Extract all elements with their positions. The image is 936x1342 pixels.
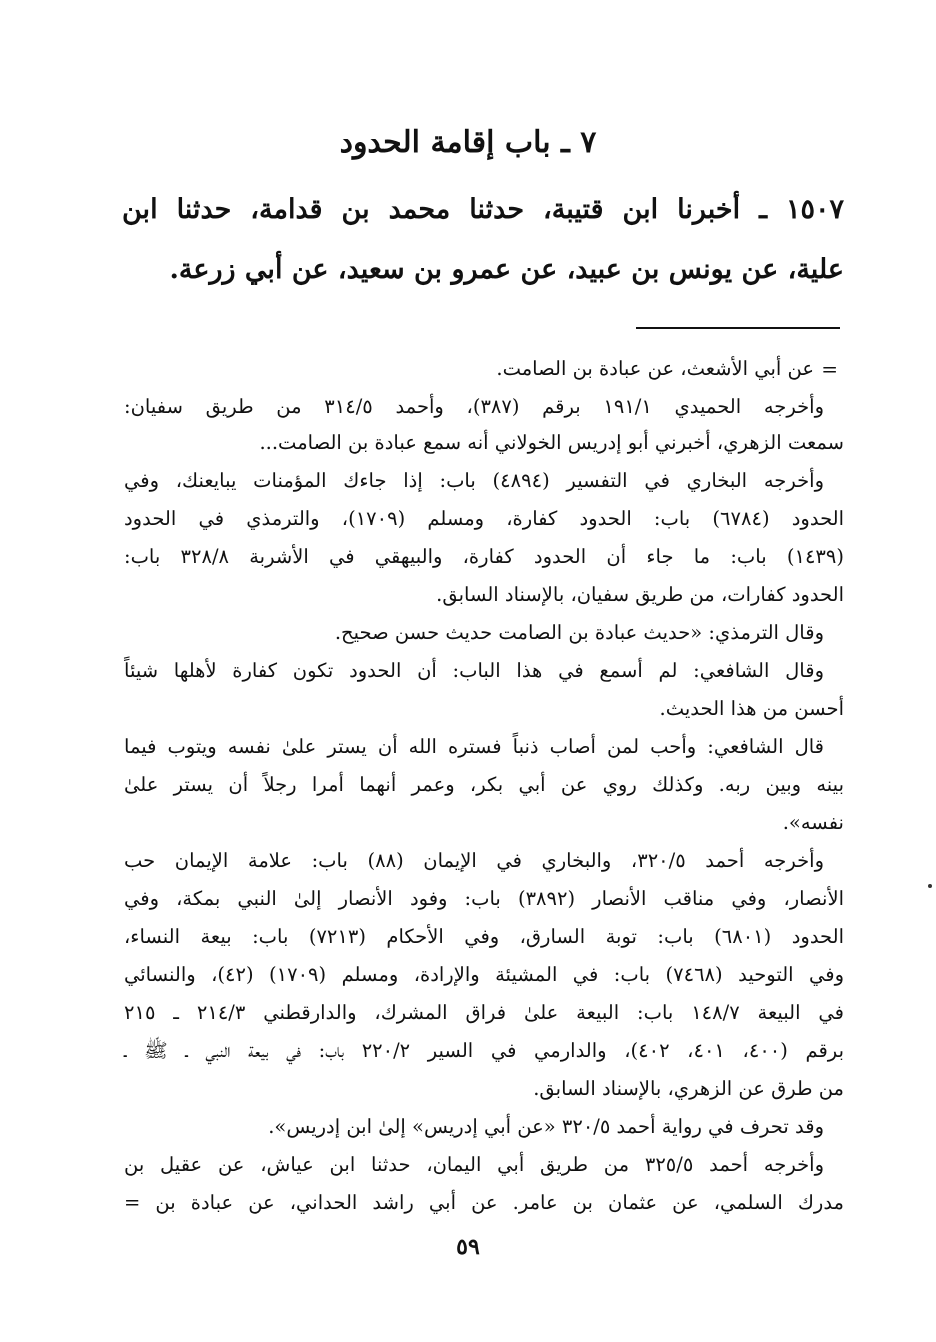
- footnote-line: وأخرجه أحمد ٣٢٥/٥ من طريق أبي اليمان، حدثنا ابن عياش، عن عقيل بن: [124, 1153, 824, 1176]
- footnote-line: بينه وبين ربه. وكذلك روي عن أبي بكر، وعمر أنهما أمرا رجلاً أن يستر علىٰ: [124, 773, 844, 796]
- footnote-line: (١٤٣٩) باب: ما جاء أن الحدود كفارة، والبيهقي في الأشربة ٣٢٨/٨ باب:: [124, 545, 844, 568]
- footnote-line: وقال الشافعي: لم أسمع في هذا الباب: أن الحدود تكون كفارة لأهلها شيئاً: [124, 659, 824, 682]
- footnote-line: عن أبي الأشعث، عن عبادة بن الصامت.: [496, 357, 814, 380]
- footnote-line: قال الشافعي: وأحب لمن أصاب ذنباً فستره الله أن يستر علىٰ نفسه ويتوب فيما: [124, 735, 824, 758]
- footnote-line: الحدود (٦٧٨٤) باب: الحدود كفارة، ومسلم (١٧٠٩)، والترمذي في الحدود: [124, 507, 845, 530]
- hadith-text-line: علية، عن يونس بن عبيد، عن عمرو بن سعيد، عن أبي زرعة.: [169, 254, 844, 285]
- footnote-continuation-mark: =: [821, 357, 838, 381]
- scan-speck: [928, 884, 932, 888]
- footnote-line: وقال الترمذي: «حديث عبادة بن الصامت حديث حسن صحيح.: [334, 621, 824, 644]
- chapter-title: ٧ ـ باب إقامة الحدود: [339, 125, 597, 160]
- footnote-line: وأخرجه أحمد ٣٢٠/٥، والبخاري في الإيمان (٨٨) باب: علامة الإيمان حب: [124, 849, 825, 872]
- footnote-line: وفي التوحيد (٧٤٦٨) باب: في المشيئة والإرادة، ومسلم (١٧٠٩) (٤٢)، والنسائي: [124, 963, 844, 986]
- hadith-text-line: ١٥٠٧ ـ أخبرنا ابن قتيبة، حدثنا محمد بن قدامة، حدثنا ابن: [122, 194, 844, 225]
- footnote-line: نفسه».: [782, 811, 844, 834]
- footnote-line: وقد تحرف في رواية أحمد ٣٢٠/٥ «عن أبي إدريس» إلىٰ ابن إدريس».: [268, 1115, 824, 1138]
- footnote-separator: [636, 327, 840, 329]
- footnote-line: وأخرجه الحميدي ١٩١/١ برقم (٣٨٧)، وأحمد ٣١٤/٥ من طريق سفيان:: [124, 395, 824, 418]
- footnote-line: من طرق عن الزهري، بالإسناد السابق.: [533, 1077, 844, 1100]
- footnote-line: سمعت الزهري، أخبرني أبو إدريس الخولاني أنه سمع عبادة بن الصامت...: [259, 431, 844, 454]
- footnote-line: الحدود (٦٨٠١) باب: توبة السارق، وفي الأحكام (٧٢١٣) باب: بيعة النساء،: [124, 925, 844, 948]
- footnote-line: أحسن من هذا الحديث.: [659, 697, 844, 720]
- footnote-line: الحدود كفارات، من طريق سفيان، بالإسناد السابق.: [436, 583, 844, 606]
- footnote-line: برقم (٤٠٠، ٤٠١، ٤٠٢)، والدارمي في السير ٢٢٠/٢ باب: في بيعة النبي ـ ﷺ ـ: [124, 1039, 844, 1062]
- page-number: ٥٩: [456, 1234, 480, 1260]
- footnote-line: وأخرجه البخاري في التفسير (٤٨٩٤) باب: إذا جاءك المؤمنات يبايعنك، وفي: [124, 469, 824, 492]
- footnote-line: مدرك السلمي، عن عثمان بن عامر. عن أبي راشد الحداني، عن عبادة بن =: [124, 1191, 844, 1214]
- footnote-line: في البيعة ١٤٨/٧ باب: البيعة علىٰ فراق المشرك، والدارقطني ٢١٤/٣ ـ ٢١٥: [124, 1001, 844, 1024]
- footnote-line: الأنصار، وفي مناقب الأنصار (٣٨٩٢) باب: وفود الأنصار إلىٰ النبي بمكة، وفي: [124, 887, 844, 910]
